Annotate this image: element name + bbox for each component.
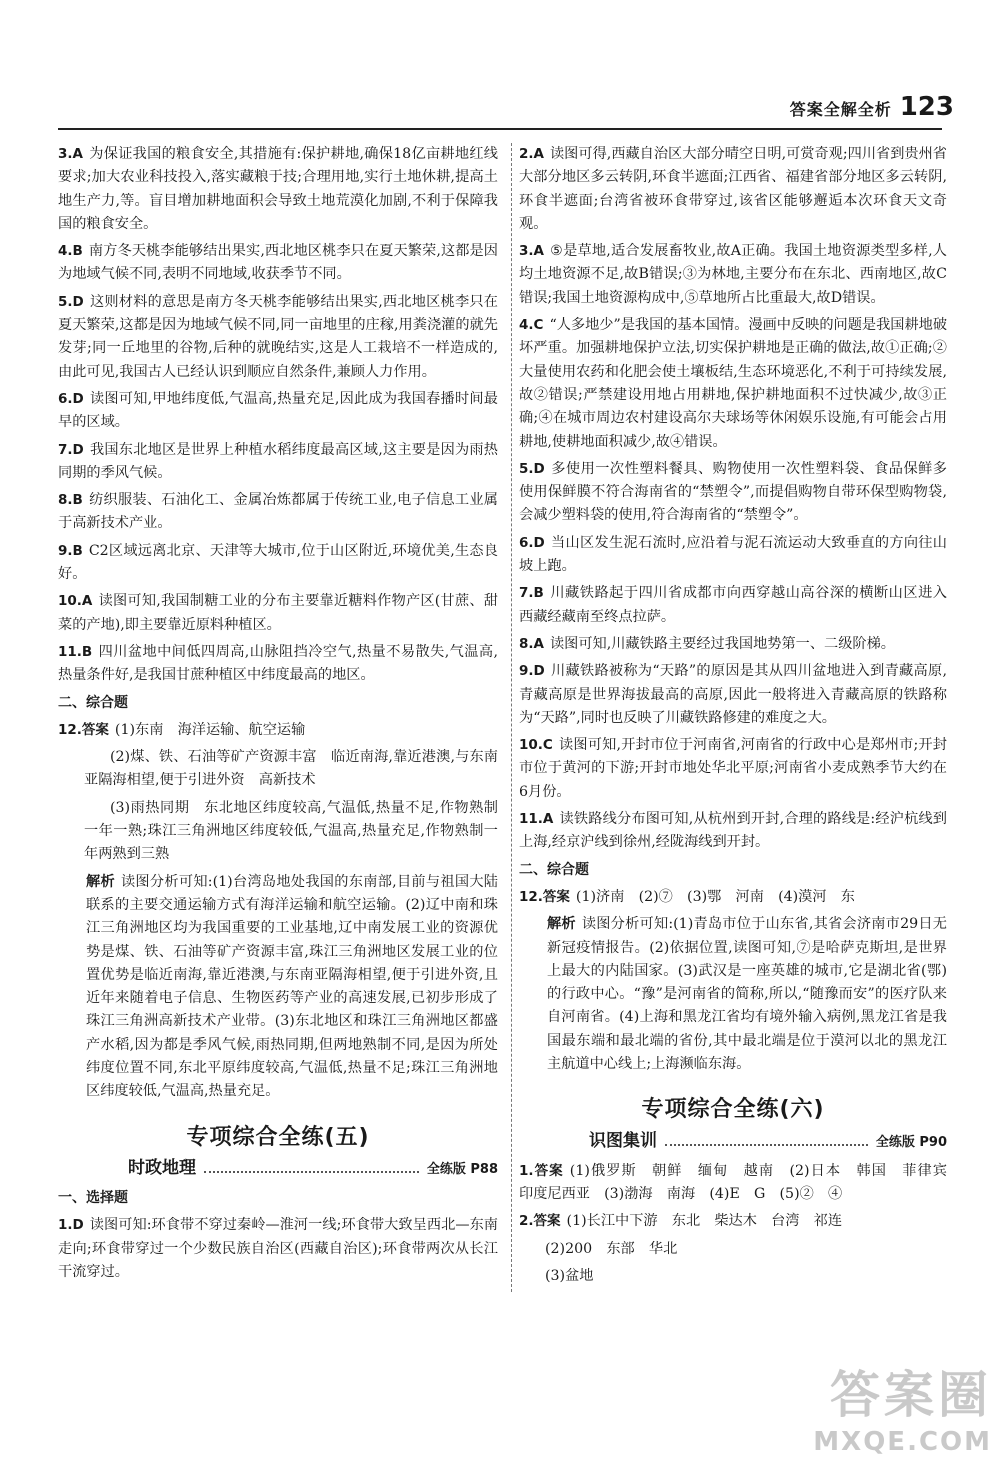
answer-item <box>519 734 947 804</box>
answer-text: 读铁路线分布图可知,从杭州到开封,合理的路线是:经沪杭线到上海,经京沪线到徐州,经陇海线到开封。 <box>519 811 947 851</box>
question-number: 7.B <box>519 585 544 602</box>
left-column <box>58 143 498 1288</box>
answer-item <box>58 291 498 384</box>
question-number: 1.D <box>58 1217 84 1234</box>
answer-text: 读图可知,甲地纬度低,气温高,热量充足,因此成为我国春播时间最早的区域。 <box>58 390 498 431</box>
watermark-url: MXQE.COM <box>813 1427 992 1457</box>
question-number: 12.答案 <box>519 888 570 905</box>
answer-text: 这则材料的意思是南方冬天桃李能够结出果实,西北地区桃李只在夏天繁荣,这都是因为地域气候不同,同一亩地里的庄稼,用粪浇灌的就先发芽;同一丘地里的谷物,后种的就晚结实,这是人工栽培不一样造成的,由此可见,我国古人已经认识到顺应自然条件,兼顾人力作用。 <box>58 293 498 380</box>
answer-item <box>58 439 498 486</box>
answer-line-3: (3)盆地 <box>545 1268 594 1285</box>
question-number: 5.D <box>519 460 545 477</box>
answer-item <box>58 388 498 435</box>
question-12-answer <box>58 719 498 742</box>
analysis-text: 读图分析可知:(1)青岛市位于山东省,其省会济南市29日无新冠疫情报告。(2)依据位置,读图可知,⑦是哈萨克斯坦,是世界上最大的内陆国家。(3)武汉是一座英雄的城市,它是湖北省(鄂)的行政中心。“豫”是河南省的简称,所以,“随豫而安”的医疗队来自河南省。(4)上海和黑龙江省均有境外输入病例,黑龙江省是我国最东端和最北端的省份,其中最北端是位于漠河以北的黑龙江主航道中心线上;上海濒临东海。 <box>547 916 947 1072</box>
answer-text: 当山区发生泥石流时,应沿着与泥石流运动大致垂直的方向往山坡上跑。 <box>519 534 947 575</box>
answer-item <box>519 532 947 579</box>
answer-item <box>519 808 947 855</box>
answer-text: 读图可知,我国制糖工业的分布主要靠近糖料作物产区(甘蔗、甜菜的产地),即主要靠近原料种植区。 <box>58 593 498 633</box>
question-number: 8.B <box>58 492 83 509</box>
answer-item <box>519 314 947 454</box>
answer-item <box>519 582 947 629</box>
answer-text: “人多地少”是我国的基本国情。漫画中反映的问题是我国耕地破坏严重。加强耕地保护立法,切实保护耕地是正确的做法,故①正确;②大量使用农药和化肥会使土壤板结,生态环境恶化,不利于可持续发展,故②错误;严禁建设用地占用耕地,保护耕地面积不过快减少,故③正确;④在城市周边农村建设高尔夫球场等休闲娱乐设施,有可能会占用耕地,使耕地面积减少,故④错误。 <box>519 317 948 450</box>
header-rule <box>58 128 942 130</box>
page-number: 123 <box>899 92 954 122</box>
question-number: 3.A <box>519 243 544 260</box>
answer-text: 纺织服装、石油化工、金属冶炼都属于传统工业,电子信息工业属于高新技术产业。 <box>58 492 498 532</box>
analysis-text: 读图分析可知:(1)台湾岛地处我国的东南部,目前与祖国大陆联系的主要交通运输方式有海洋运输和航空运输。(2)辽中南和珠江三角洲地区均为我国重要的工业基地,辽中南发展工业的资源优势是煤、铁、石油等矿产资源丰富,珠江三角洲地区发展工业的位置优势是临近南海,靠近港澳,与东南亚隔海相望,便于引进外资,且近年来随着电子信息、生物医药等产业的高速发展,已初步形成了珠江三角洲高新技术产业带。(3)东北地区和珠江三角洲地区都盛产水稻,因为都是季风气候,雨热同期,但两地熟制不同,是因为所处纬度位置不同,东北平原纬度较高,气温低,热量不足;珠江三角洲地区纬度较低,气温高,热量充足。 <box>86 873 498 1100</box>
watermark <box>813 1355 992 1457</box>
answer-text: 川藏铁路起于四川省成都市向西穿越山高谷深的横断山区进入西藏经藏南至终点拉萨。 <box>519 585 947 625</box>
answer-text: (1)济南 (2)⑦ (3)鄂 河南 (4)漠河 东 <box>575 888 855 905</box>
right-answer-list <box>519 143 947 855</box>
answer-item <box>58 641 498 688</box>
question-number: 4.B <box>58 243 83 260</box>
page-reference: 全练版 P90 <box>875 1134 947 1150</box>
answer-line-2: (2)200 东部 华北 <box>545 1240 678 1257</box>
answer-item <box>519 633 947 656</box>
left-answer-list <box>58 143 498 688</box>
question-number: 11.A <box>519 811 554 828</box>
question-number: 10.C <box>519 737 553 754</box>
question-number: 6.D <box>58 390 84 407</box>
answer-text: ⑤是草地,适合发展畜牧业,故A正确。我国土地资源类型多样,人均土地资源不足,故B错误;③为林地,主要分布在东北、西南地区,故C错误;我国土地资源构成中,⑤草地所占比重最大,故D错误。 <box>519 243 947 306</box>
answer-text: 读图可知:环食带不穿过秦岭—淮河一线;环食带大致呈西北—东南走向;环食带穿过一个少数民族自治区(西藏自治区);环食带两次从长江干流穿过。 <box>58 1217 498 1281</box>
question-number: 8.A <box>519 635 544 652</box>
answer-text: C2区域远离北京、天津等大城市,位于山区附近,环境优美,生态良好。 <box>58 542 498 583</box>
section-title-5: 专项综合全练(五) <box>186 1124 370 1150</box>
answer-item <box>519 240 947 310</box>
answer-item <box>58 240 498 287</box>
analysis-label: 解析 <box>86 873 115 890</box>
right-column <box>511 143 962 1292</box>
question-number: 11.B <box>58 643 93 660</box>
question-number: 4.C <box>519 317 544 334</box>
question-number: 12.答案 <box>58 721 109 738</box>
page-header <box>790 92 954 122</box>
question-number: 1.答案 <box>519 1162 564 1179</box>
page-reference: 全练版 P88 <box>426 1161 498 1177</box>
answer-item <box>58 143 498 236</box>
answer-item <box>58 540 498 587</box>
answer-line-1: (1)长江中下游 东北 柴达木 台湾 祁连 <box>566 1213 843 1230</box>
section-heading: 一、选择题 <box>58 1190 128 1207</box>
question-number: 7.D <box>58 441 84 458</box>
section-title-6: 专项综合全练(六) <box>641 1097 825 1123</box>
analysis-label: 解析 <box>547 916 576 933</box>
question-number: 6.D <box>519 534 545 551</box>
answer-text: 我国东北地区是世界上种植水稻纬度最高区域,这主要是因为雨热同期的季风气候。 <box>58 441 498 481</box>
answer-text: 南方冬天桃李能够结出果实,西北地区桃李只在夏天繁荣,这都是因为地域气候不同,表明不同地域,收获季节不同。 <box>58 243 498 283</box>
answer-item <box>519 458 947 528</box>
answer-item <box>519 143 947 236</box>
analysis-block <box>519 913 947 1076</box>
answer-text: 为保证我国的粮食安全,其措施有:保护耕地,确保18亿亩耕地红线要求;加大农业科技投入,落实藏粮于技;合理用地,实行土地休耕,提高土地生产力,等。盲目增加耕地面积会导致土地荒漠化加剧,不利于保障我国的粮食安全。 <box>58 146 498 232</box>
subsection-title: 时政地理 <box>128 1157 196 1178</box>
answer-item <box>519 660 947 730</box>
subsection-bar <box>519 1130 947 1154</box>
section-heading: 二、综合题 <box>519 861 589 878</box>
answer-text: 川藏铁路被称为“天路”的原因是其从四川盆地进入到青藏高原,青藏高原是世界海拔最高的高原,因此一般将进入青藏高原的铁路称为“天路”,同时也反映了川藏铁路修建的难度之大。 <box>519 663 947 726</box>
answer-part-2: (2)煤、铁、石油等矿产资源丰富 临近南海,靠近港澳,与东南亚隔海相望,便于引进外资 高新技术 <box>84 749 498 789</box>
answer-part-1: (1)东南 海洋运输、航空运输 <box>114 721 306 738</box>
question-number: 2.答案 <box>519 1213 561 1230</box>
question-number: 2.A <box>519 146 544 162</box>
question-number: 5.D <box>58 293 84 310</box>
answer-part-3: (3)雨热同期 东北地区纬度较高,气温低,热量不足,作物熟制一年一熟;珠江三角洲地区纬度较低,气温高,热量充足,作物熟制一年两熟到三熟 <box>84 799 498 863</box>
answer-text: 读图可知,川藏铁路主要经过我国地势第一、二级阶梯。 <box>549 635 895 652</box>
question-number: 10.A <box>58 593 93 610</box>
subsection-bar <box>58 1157 498 1181</box>
answer-text: 多使用一次性塑料餐具、购物使用一次性塑料袋、食品保鲜多使用保鲜膜不符合海南省的“禁塑令”,而提倡购物自带环保型购物袋,会减少塑料袋的使用,符合海南省的“禁塑令”。 <box>519 460 947 524</box>
question-1-answer <box>58 1214 498 1284</box>
answer-text: (1)俄罗斯 朝鲜 缅甸 越南 (2)日本 韩国 菲律宾 印度尼西亚 (3)渤海 南海 (4)E G (5)② ④ <box>519 1162 962 1203</box>
answer-text: 读图可得,西藏自治区大部分晴空日明,可赏奇观;四川省到贵州省大部分地区多云转阴,环食半遮面;江西省、福建省部分地区多云转阴,环食半遮面;台湾省被环食带穿过,该省区能够邂逅本次环食天文奇观。 <box>519 146 947 232</box>
section-heading: 二、综合题 <box>58 694 128 711</box>
answer-text: 读图可知,开封市位于河南省,河南省的行政中心是郑州市;开封市位于黄河的下游;开封市地处华北平原;河南省小麦成熟季节大约在6月份。 <box>519 737 947 800</box>
question-number: 9.B <box>58 542 83 559</box>
header-title: 答案全解全析 <box>789 100 892 119</box>
subsection-title: 识图集训 <box>589 1130 657 1151</box>
question-number: 3.A <box>58 146 83 162</box>
dotted-leader <box>204 1171 419 1173</box>
map-answer-2 <box>519 1210 947 1233</box>
question-12-answer <box>519 886 947 909</box>
watermark-text: 答案圈 <box>830 1366 992 1424</box>
analysis-block <box>58 871 498 1104</box>
answer-item <box>58 590 498 637</box>
answer-text: 四川盆地中间低四周高,山脉阻挡冷空气,热量不易散失,气温高,热量条件好,是我国甘蔗种植区中纬度最高的地区。 <box>58 643 498 684</box>
answer-item <box>58 489 498 536</box>
map-answer-1 <box>519 1160 962 1207</box>
dotted-leader <box>665 1144 868 1146</box>
question-number: 9.D <box>519 663 545 680</box>
